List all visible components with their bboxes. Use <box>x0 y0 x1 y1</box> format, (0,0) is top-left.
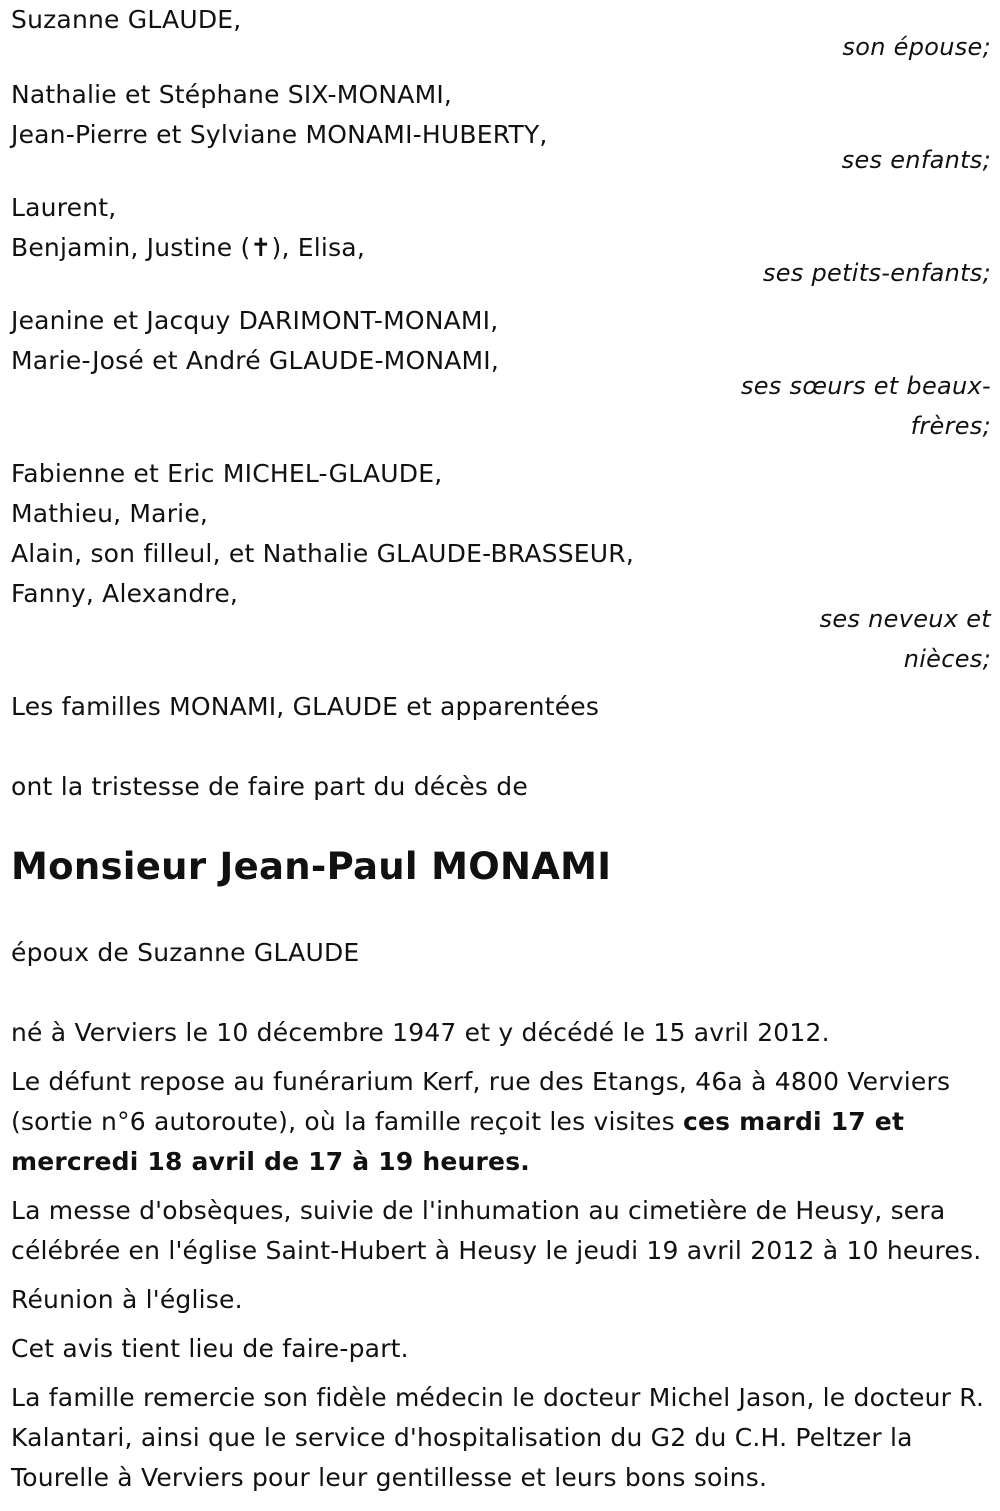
family-name-line: Alain, son filleul, et Nathalie GLAUDE-BRASSEUR, <box>11 539 635 568</box>
family-name-line: Marie-José et André GLAUDE-MONAMI, <box>11 346 500 375</box>
family-name-line: Laurent, <box>11 193 117 222</box>
relation-label: son épouse; <box>842 33 991 61</box>
family-name-line: Jeanine et Jacquy DARIMONT-MONAMI, <box>11 306 499 335</box>
family-name-line: Fanny, Alexandre, <box>11 579 239 608</box>
relation-label: ses petits-enfants; <box>762 259 991 287</box>
thanks-paragraph: La famille remercie son fidèle médecin le docteur Michel Jason, le docteur R. Kalantari, ainsi que le service d'hospitalisation du G2 du C.H. Peltzer la Tourelle à Verviers pour leur gentillesse et leurs bons soins. <box>11 1383 985 1492</box>
notice-paragraph: Cet avis tient lieu de faire-part. <box>11 1334 409 1363</box>
relation-label: nièces; <box>903 645 991 673</box>
relation-label: ses enfants; <box>841 146 991 174</box>
meeting-paragraph: Réunion à l'église. <box>11 1285 243 1314</box>
family-group-siblings <box>11 301 991 446</box>
family-group-nephews <box>11 454 991 679</box>
rest-text: Le défunt repose au funérarium Kerf, rue des Etangs, 46a à 4800 Verviers (sortie n°6 autoroute), où la famille reçoit les visites <box>11 1067 951 1136</box>
rest-paragraph <box>11 1062 986 1182</box>
family-group-children <box>11 75 991 180</box>
family-group-grandchildren <box>11 188 991 293</box>
mass-paragraph: La messe d'obsèques, suivie de l'inhumation au cimetière de Heusy, sera célébrée en l'église Saint-Hubert à Heusy le jeudi 19 avril 2012 à 10 heures. <box>11 1196 982 1265</box>
family-name-line: Suzanne GLAUDE, <box>11 5 242 34</box>
birth-death-line: né à Verviers le 10 décembre 1947 et y décédé le 15 avril 2012. <box>11 1018 830 1047</box>
visiting-hours: ces mardi 17 et mercredi 18 avril de 17 à 19 heures. <box>11 1107 905 1176</box>
family-group-spouse <box>11 0 991 67</box>
announcement-line: ont la tristesse de faire part du décès de <box>11 772 528 801</box>
family-name-line: Fabienne et Eric MICHEL-GLAUDE, <box>11 459 443 488</box>
families-line: Les familles MONAMI, GLAUDE et apparentées <box>11 692 600 721</box>
family-name-line: Benjamin, Justine (✝), Elisa, <box>11 233 365 262</box>
deceased-name: Monsieur Jean-Paul MONAMI <box>11 845 612 888</box>
relation-label: ses sœurs et beaux- <box>740 372 991 400</box>
family-name-line: Nathalie et Stéphane SIX-MONAMI, <box>11 80 453 109</box>
spouse-line: époux de Suzanne GLAUDE <box>11 938 360 967</box>
family-name-line: Mathieu, Marie, <box>11 499 209 528</box>
obituary-page <box>11 0 991 1511</box>
relation-label: frères; <box>910 412 991 440</box>
relation-label: ses neveux et <box>819 605 991 633</box>
family-name-line: Jean-Pierre et Sylviane MONAMI-HUBERTY, <box>11 120 548 149</box>
